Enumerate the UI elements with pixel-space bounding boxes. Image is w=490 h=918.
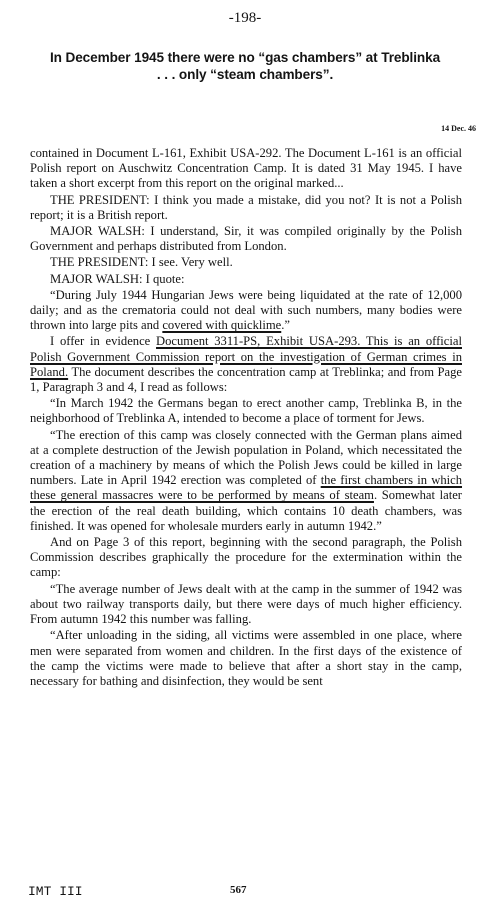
quote-quicklime xyxy=(30,288,462,334)
paragraph-evidence xyxy=(30,334,462,395)
underlined-quicklime: covered with quicklime xyxy=(162,318,282,333)
paragraph-5: MAJOR WALSH: I quote: xyxy=(50,271,185,286)
quote-average-number: “The average number of Jews dealt with at the camp in the summer of 1942 was about two railway transports daily, but there were days of much higher efficiency. From autumn 1942 this number was falling. xyxy=(30,581,462,627)
paragraph-page-3: And on Page 3 of this report, beginning with the second paragraph, the Polish Commission describes graphically the procedure for the extermination within the camp: xyxy=(30,535,462,580)
underlined-steam-chambers: the first chambers in which these general massacres were to be performed by means of steam xyxy=(30,473,463,503)
underlined-document-ref: Document 3311-PS, Exhibit USA-293. This is an official Polish Government Commission report on the investigation of German crimes in Poland. xyxy=(30,334,462,379)
headline-line-1: In December 1945 there were no “gas chambers” at Treblinka xyxy=(49,50,441,65)
date-reference: 14 Dec. 46 xyxy=(441,124,476,133)
quote-treblinka-b: “In March 1942 the Germans began to erect another camp, Treblinka B, in the neighborhood of Treblinka A, intended to become a place of torment for Jews. xyxy=(30,396,462,426)
page-number: -198- xyxy=(228,10,262,26)
evidence-intro: I offer in evidence xyxy=(50,334,157,349)
transcript-body xyxy=(30,146,462,689)
paragraph-2: THE PRESIDENT: I think you made a mistake, did you not? It is not a Polish report; it is a British report. xyxy=(30,192,462,222)
evidence-rest: The document describes the concentration camp at Treblinka; and from Page 1, Paragraph 3 and 4, I read as follows: xyxy=(30,364,462,395)
quote-erection-text: “The erection of this camp was closely connected with the German plans aimed at a complete destruction of the Jewish population in Poland, which necessitated the creation of a machinery by means of which the Polish Jews could be killed in large numbers. Late in April 1942 erection was completed of xyxy=(30,427,462,488)
quote-quicklime-end: .” xyxy=(281,318,290,333)
paragraph-4: THE PRESIDENT: I see. Very well. xyxy=(50,255,233,270)
quote-unloading: “After unloading in the siding, all victims were assembled in one place, where men were separated from women and children. In the first days of the existence of the camp the victims were made to believe that after a short stay in the camp, necessary for bathing and disinfection, they would be sent xyxy=(30,628,462,688)
headline-line-2: . . . only “steam chambers”. xyxy=(156,67,334,82)
paragraph-3: MAJOR WALSH: I understand, Sir, it was compiled originally by the Polish Government and perhaps distributed from London. xyxy=(30,224,462,254)
quote-erection xyxy=(30,428,462,534)
footer-page-number: 567 xyxy=(230,884,247,896)
footer-volume: IMT III xyxy=(28,884,83,899)
quote-quicklime-text: “During July 1944 Hungarian Jews were being liquidated at the rate of 12,000 daily; and as the crematoria could not deal with such numbers, many bodies were thrown into large pits and xyxy=(30,287,462,333)
paragraph-1: contained in Document L-161, Exhibit USA-292. The Document L-161 is an official Polish report on Auschwitz Concentration Camp. It is dated 31 May 1945. I have taken a short excerpt from this report on the original marked... xyxy=(30,146,462,191)
quote-erection-end: . Somewhat later the erection of the real death building, which contains 10 death chambers, was finished. It was opened for wholesale murders early in autumn 1942.” xyxy=(30,488,463,533)
